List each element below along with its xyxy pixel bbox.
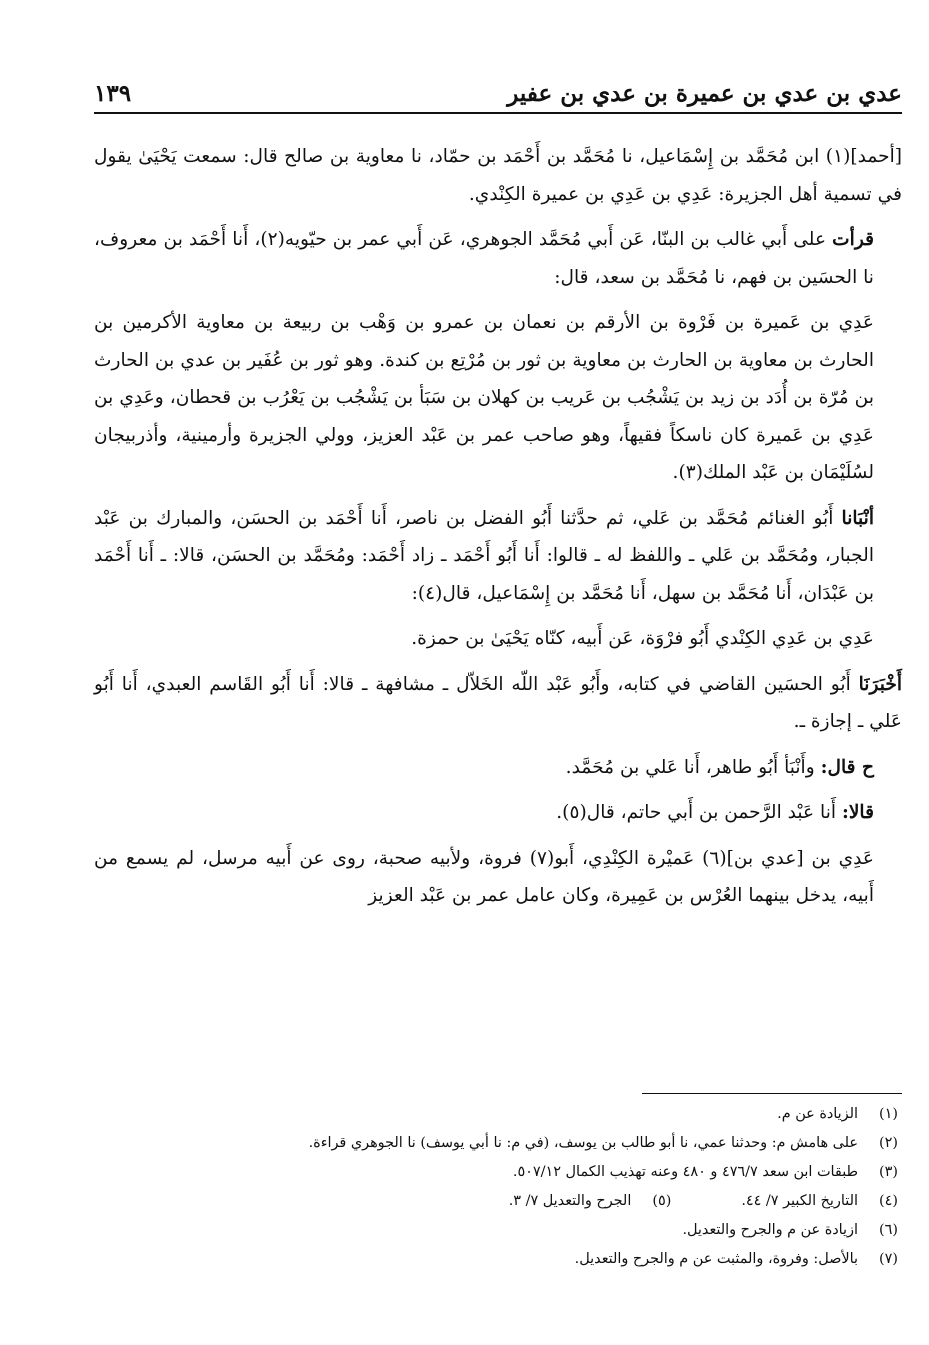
footnote-text: الزيادة عن م. [777, 1106, 858, 1122]
paragraph [94, 221, 902, 296]
main-text [94, 138, 902, 923]
paragraph [94, 138, 902, 213]
footnote-text: طبقات ابن سعد ٤٧٦/٧ و ٤٨٠ وعنه تهذيب الكمال ٥٠٧/١٢. [512, 1164, 858, 1180]
footnote-text: على هامش م: وحدثنا عمي، نا أبو طالب بن يوسف، (في م: نا أبي يوسف) نا الجوهري قراءة. [308, 1135, 858, 1151]
footnote-number: (٢) [879, 1135, 898, 1151]
paragraph-lead: قرأت [832, 229, 874, 250]
paragraph [94, 794, 902, 832]
footnote-pair [94, 1187, 902, 1216]
paragraph-text: على أَبي غالب بن البنّا، عَن أَبي مُحَمَّد الجوهري، عَن أَبي عمر بن حيّويه(٢)، أَنا أَحْمَد بن معروف، نا الحسَين بن فهم، نا مُحَمَّد بن سعد، قال: [94, 229, 874, 288]
paragraph-text: [أحمد](١) ابن مُحَمَّد بن إِسْمَاعيل، نا مُحَمَّد بن أَحْمَد بن حمّاد، نا معاوية بن صالح قال: سمعت يَحْيَىٰ يقول في تسمية أهل الجزيرة: عَدِي بن عَدِي بن عميرة الكِنْدي. [94, 146, 902, 205]
paragraph [94, 840, 902, 915]
footnote-text: الجرح والتعديل ٧/ ٣. [508, 1193, 632, 1209]
footnote [94, 1129, 902, 1158]
footnote [94, 1100, 902, 1129]
footnote-text: التاريخ الكبير ٧/ ٤٤. [741, 1193, 858, 1209]
paragraph-lead: أنْبَانا [841, 507, 874, 529]
paragraph-text: عَدِي بن عَدِي الكِنْدي أَبُو فرْوَة، عَن أَبيه، كنّاه يَحْيَىٰ بن حمزة. [411, 628, 874, 649]
footnotes [94, 1093, 902, 1274]
paragraph [94, 304, 902, 492]
footnote-divider [642, 1093, 902, 1094]
paragraph-text: أَبُو الغنائم مُحَمَّد بن عَلي، ثم حدَّثنا أَبُو الفضل بن ناصر، أَنا أَحْمَد بن الحسَن، والمبارك بن عَبْد الجبار، ومُحَمَّد بن عَلي ـ واللفظ له ـ قالوا: أَنا أَبُو أَحْمَد ـ زاد أَحْمَد: ومُحَمَّد بن الحسَن، قالا: ـ أَنا أَحْمَد بن عَبْدَان، أَنا مُحَمَّد بن سهل، أَنا مُحَمَّد بن إِسْمَاعيل، قال(٤): [94, 507, 874, 604]
paragraph [94, 620, 902, 658]
paragraph [94, 500, 902, 613]
paragraph [94, 749, 902, 787]
footnote [94, 1158, 902, 1187]
paragraph-lead: قالا: [841, 802, 874, 823]
paragraph [94, 666, 902, 741]
footnote [741, 1187, 898, 1216]
paragraph-lead: ح قال: [820, 756, 874, 778]
paragraph-text: أَنا عَبْد الرَّحمن بن أَبي حاتم، قال(٥). [556, 802, 842, 823]
running-title: عدي بن عدي بن عميرة بن عدي بن عفير [507, 80, 902, 107]
footnote-number: (٦) [879, 1222, 898, 1238]
page-header [94, 78, 902, 114]
footnote-number: (٤) [879, 1193, 898, 1209]
footnote-number: (٧) [879, 1251, 898, 1267]
footnote-number: (٥) [652, 1193, 672, 1209]
footnote-number: (١) [879, 1106, 898, 1122]
paragraph-lead: أَخْبَرَنَا [858, 673, 902, 695]
paragraph-text: عَدِي بن عَميرة بن فَرْوة بن الأرقم بن نعمان بن عمرو بن وَهْب بن ربيعة بن معاوية الأكرمين بن الحارث بن معاوية بن الحارث بن معاوية بن ثور بن مُرْتِع بن كندة. وهو ثور بن عُفَير بن عدي بن الحارث بن مُرّة بن أُدَد بن زيد بن يَشْجُب بن عَريب بن كهلان بن سَبَأ بن يَشْجُب بن يَعْرُب بن قحطان، وعَدِي بن عَدِي بن عَميرة كان ناسكاً فقيهاً، وهو صاحب عمر بن عَبْد العزيز، وولي الجزيرة وأرمينية، وأذربيجان لسُلَيْمَان بن عَبْد الملك(٣). [94, 312, 874, 483]
paragraph-text: أَبُو الحسَين القاضي في كتابه، وأَبُو عَبْد اللّه الخَلاّل ـ مشافهة ـ قالا: أَنا أَبُو القَاسم العبدي، أَنا أَبُو عَلي ـ إجازة ـ. [94, 673, 902, 732]
paragraph-text: وأَنْبَأ أَبُو طاهر، أَنا عَلي بن مُحَمَّد. [565, 756, 821, 778]
footnote [94, 1216, 902, 1245]
footnote-number: (٣) [879, 1164, 898, 1180]
page-number: ١٣٩ [94, 80, 132, 107]
paragraph-text: عَدِي بن [عدي بن](٦) عَميْرة الكِنْدِي، أَبو(٧) فروة، ولأبيه صحبة، روى عن أَبيه مرسل، لم يسمع من أَبيه، يدخل بينهما العُرْس بن عَمِيرة، وكان عامل عمر بن عَبْد العزيز [94, 847, 875, 906]
footnote-text: بالأصل: وفروة، والمثبت عن م والجرح والتعديل. [574, 1251, 858, 1267]
footnote [94, 1245, 902, 1274]
footnote-text: ازيادة عن م والجرح والتعديل. [682, 1222, 858, 1238]
footnote [509, 1187, 672, 1216]
